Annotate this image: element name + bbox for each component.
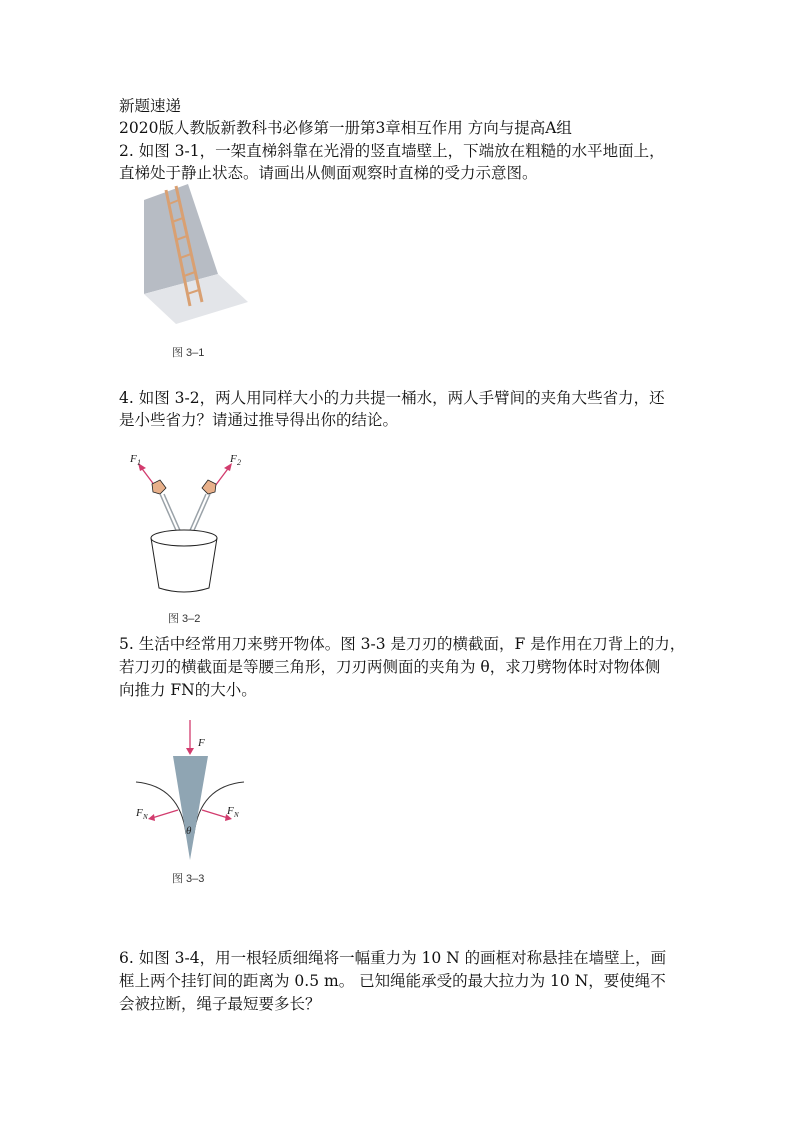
label-fn-right-sub: N: [234, 811, 239, 819]
question-6-line-1: 6. 如图 3-4，用一根轻质细绳将一幅重力为 10 N 的画框对称悬挂在墙壁上，画: [119, 949, 667, 967]
figure-3-1-ladder: [140, 182, 260, 364]
label-fn-left-sub: N: [143, 813, 148, 821]
figure-3-3-caption: 图 3–3: [172, 873, 205, 885]
question-2-line-1: 2. 如图 3-1，一架直梯斜靠在光滑的竖直墙壁上，下端放在粗糙的水平地面上，: [119, 142, 665, 160]
question-5-line-3: 向推力 FN的大小。: [119, 681, 257, 699]
label-f2: F: [230, 453, 237, 465]
document-title: 2020版人教版新教科书必修第一册第3章相互作用 方向与提高A组: [119, 119, 572, 137]
question-4-line-1: 4. 如图 3-2，两人用同样大小的力共提一桶水，两人手臂间的夹角大些省力，还: [119, 389, 665, 407]
label-f2-sub: 2: [237, 458, 241, 467]
question-6-line-2: 框上两个挂钉间的距离为 0.5 m。 已知绳能承受的最大拉力为 10 N，要使绳不: [119, 972, 666, 990]
header-tag: 新题速递: [119, 97, 182, 115]
label-fn-right: F: [227, 805, 234, 817]
figure-3-2-caption: 图 3–2: [168, 613, 201, 625]
question-5-line-2: 若刀刃的横截面是等腰三角形，刀刃两侧面的夹角为 θ，求刀劈物体时对物体侧: [119, 658, 661, 676]
figure-3-1-caption: 图 3–1: [172, 347, 205, 359]
label-f1-sub: 1: [137, 458, 141, 467]
label-f: F: [198, 737, 205, 749]
figure-3-2-bucket: [124, 448, 252, 628]
question-2-line-2: 直梯处于静止状态。请画出从侧面观察时直梯的受力示意图。: [119, 164, 538, 182]
figure-3-3-blade: [132, 716, 272, 888]
label-theta: θ: [186, 825, 192, 837]
question-4-line-2: 是小些省力？请通过推导得出你的结论。: [119, 411, 399, 429]
question-5-line-1: 5. 生活中经常用刀来劈开物体。图 3-3 是刀刃的横截面，F 是作用在刀背上的力，: [119, 635, 686, 653]
question-6-line-3: 会被拉断，绳子最短要多长？: [119, 995, 321, 1013]
label-fn-left: F: [136, 807, 143, 819]
label-f1: F: [130, 453, 137, 465]
